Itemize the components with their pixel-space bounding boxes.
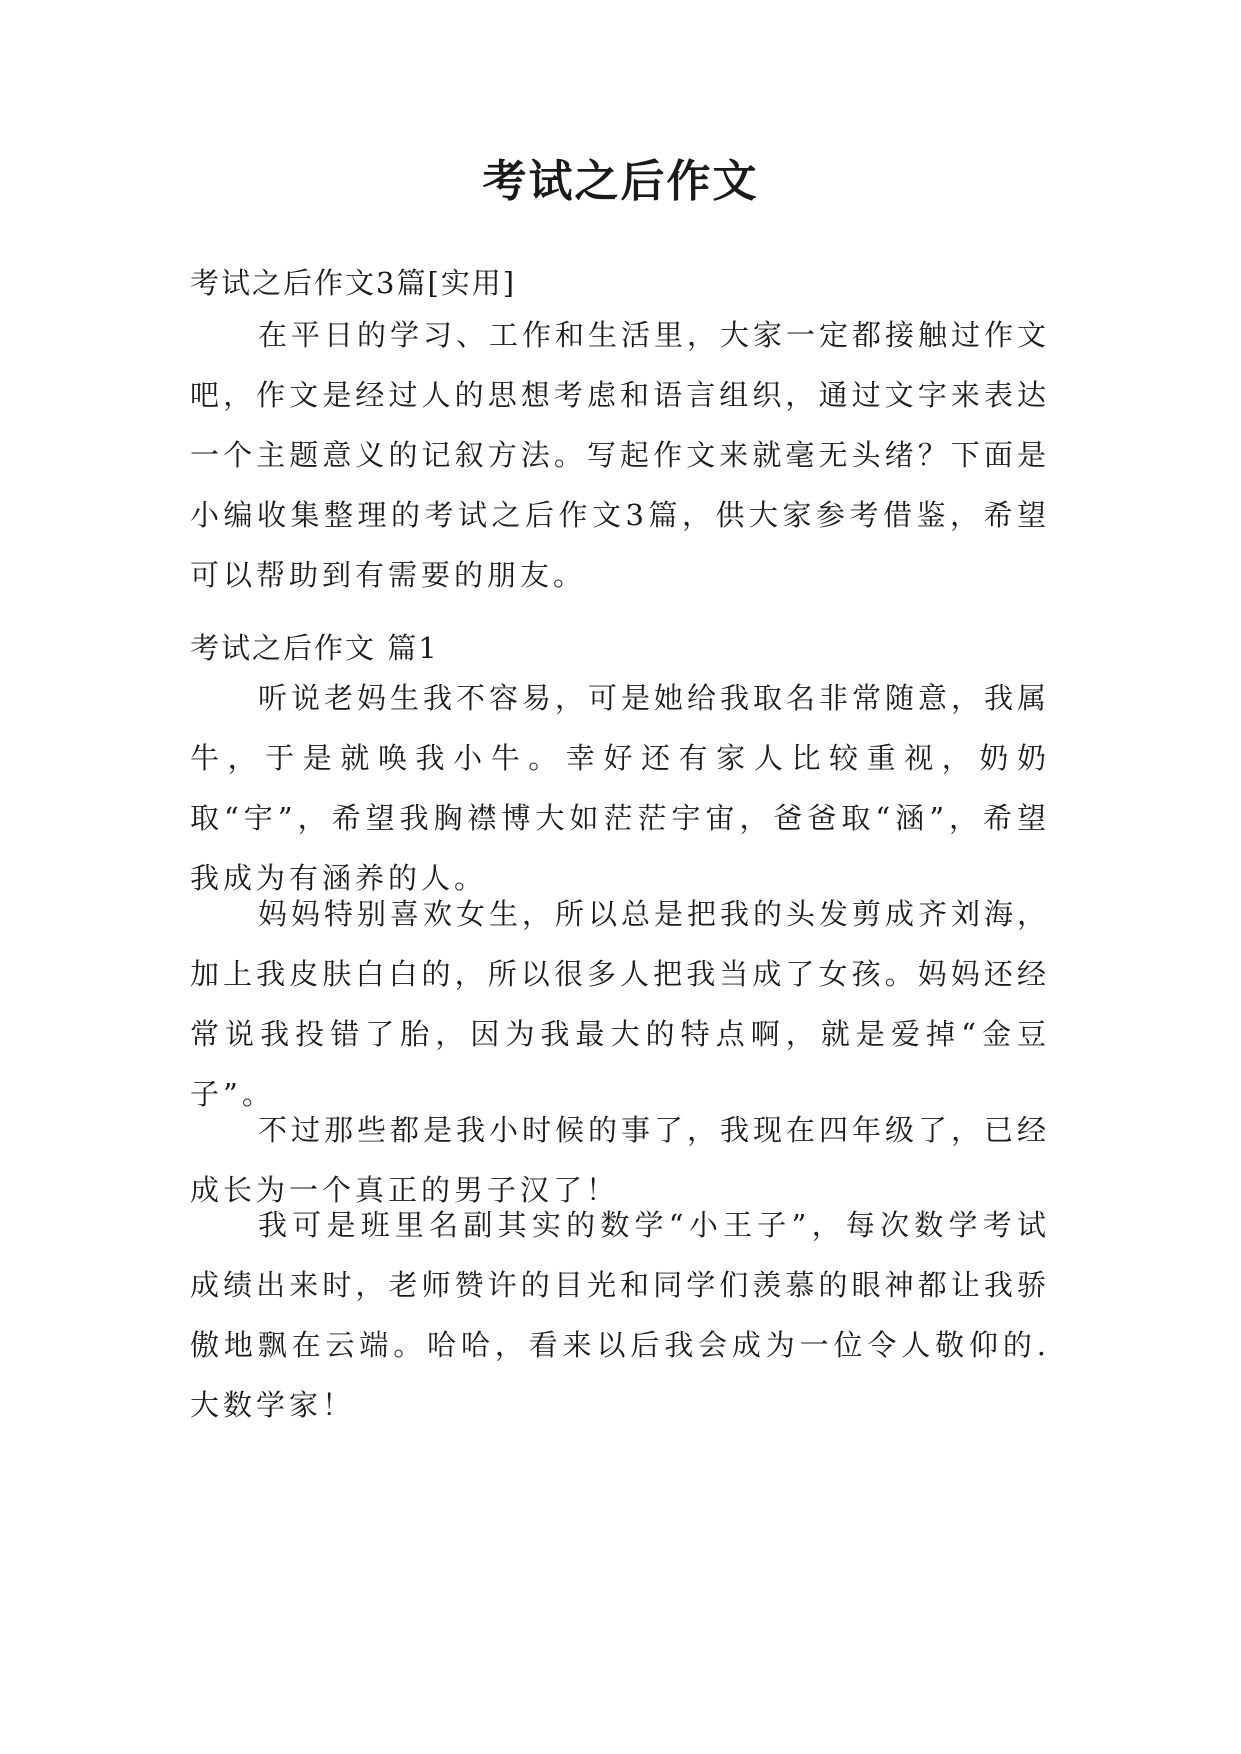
section-heading: 考试之后作文 篇1: [190, 631, 439, 665]
document-title: 考试之后作文: [482, 156, 759, 207]
intro-paragraph: 在平日的学习、工作和生活里，大家一定都接触过作文吧，作文是经过人的思想考虑和语言组织，通过文字来表达一个主题意义的记叙方法。写起作文来就毫无头绪？下面是小编收集整理的考试之后作文3篇，供大家参考借鉴，希望可以帮助到有需要的朋友。: [190, 318, 1051, 592]
body-paragraph: 不过那些都是我小时候的事了，我现在四年级了，已经成长为一个真正的男子汉了！: [190, 1113, 1051, 1207]
body-paragraph: 妈妈特别喜欢女生，所以总是把我的头发剪成齐刘海，加上我皮肤白白的，所以很多人把我当成了女孩。妈妈还经常说我投错了胎，因为我最大的特点啊，就是爱掉“金豆子”。: [190, 897, 1051, 1111]
body-paragraph: 听说老妈生我不容易，可是她给我取名非常随意，我属牛，于是就唤我小牛。幸好还有家人比较重视，奶奶取“宇”，希望我胸襟博大如茫茫宇宙，爸爸取“涵”，希望我成为有涵养的人。: [190, 681, 1051, 895]
body-paragraph: 我可是班里名副其实的数学“小王子”，每次数学考试成绩出来时，老师赞许的目光和同学们羡慕的眼神都让我骄傲地飘在云端。哈哈，看来以后我会成为一位令人敬仰的.大数学家！: [190, 1208, 1050, 1422]
document-subtitle: 考试之后作文3篇[实用]: [190, 266, 517, 300]
